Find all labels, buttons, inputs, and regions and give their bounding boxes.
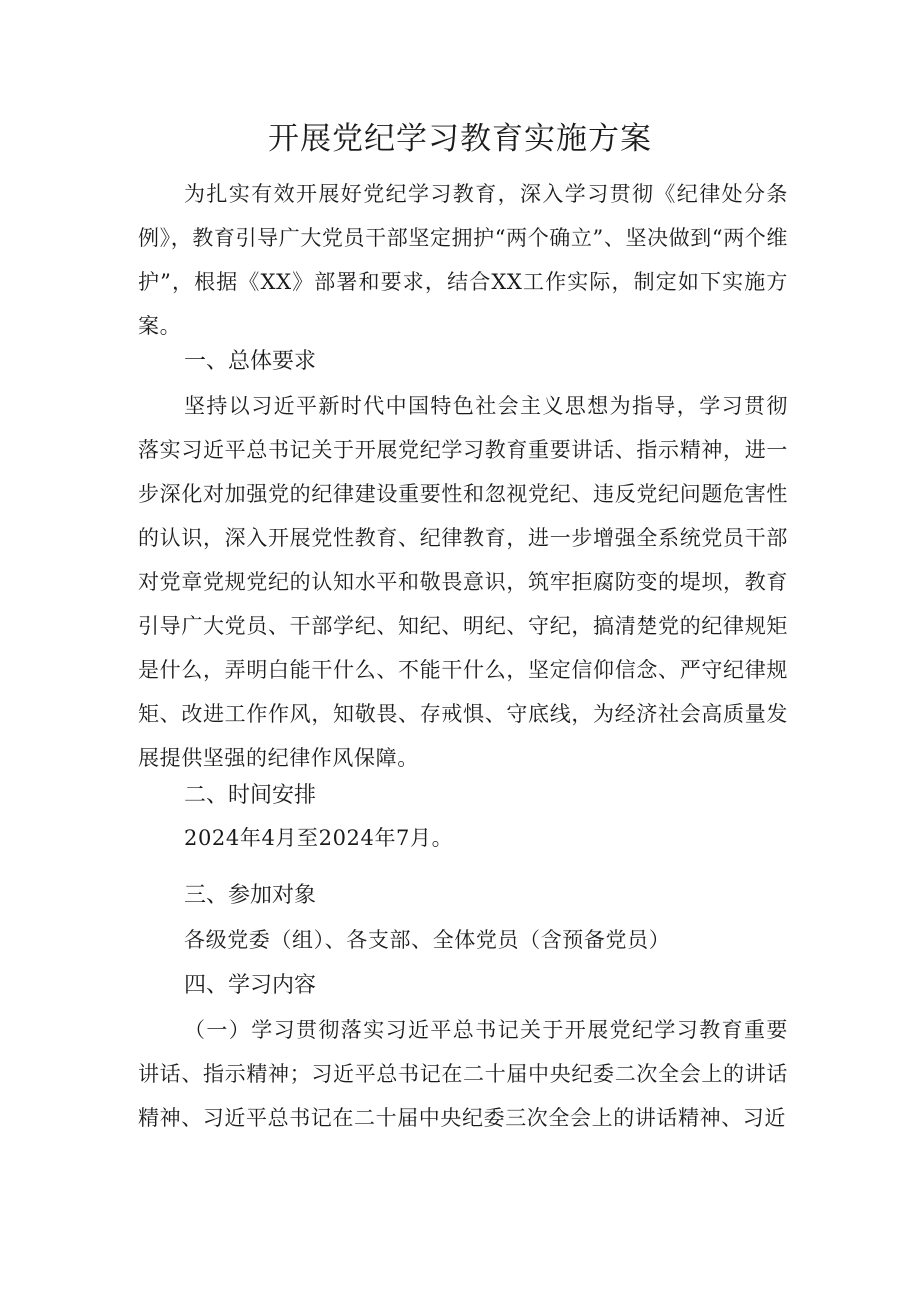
section-heading-participants: 三、参加对象 [184,883,317,908]
section-body-general-requirements: 坚持以习近平新时代中国特色社会主义思想为指导，学习贯彻落实习近平总书记关于开展党纪学习教育重要讲话、指示精神，进一步深化对加强党的纪律建设重要性和忽视党纪、违反党纪问题危害性的认识，深入开展党性教育、纪律教育，进一步增强全系统党员干部对党章党规党纪的认知水平和敬畏意识，筑牢拒腐防变的堤坝，教育引导广大党员、干部学纪、知纪、明纪、守纪，搞清楚党的纪律规矩是什么，弄明白能干什么、不能干什么，坚定信仰信念、严守纪律规矩、改进工作作风，知敬畏、存戒惧、守底线，为经济社会高质量发展提供坚强的纪律作风保障。 [138,394,788,770]
section-heading-schedule: 二、时间安排 [184,783,317,808]
section-body-schedule: 2024年4月至2024年7月。 [184,826,454,850]
document-title: 开展党纪学习教育实施方案 [268,121,652,157]
section-heading-study-content: 四、学习内容 [184,973,317,998]
intro-paragraph: 为扎实有效开展好党纪学习教育，深入学习贯彻《纪律处分条例》，教育引导广大党员干部坚定拥护“两个确立”、坚决做到“两个维护”，根据《XX》部署和要求，结合XX工作实际，制定如下实施方案。 [138,182,788,338]
section-body-participants: 各级党委（组）、各支部、全体党员（含预备党员） [184,928,671,952]
section-body-study-content: （一）学习贯彻落实习近平总书记关于开展党纪学习教育重要讲话、指示精神；习近平总书记在二十届中央纪委二次全会上的讲话精神、习近平总书记在二十届中央纪委三次全会上的讲话精神、习近 [138,1018,788,1130]
section-heading-general-requirements: 一、总体要求 [184,349,317,374]
